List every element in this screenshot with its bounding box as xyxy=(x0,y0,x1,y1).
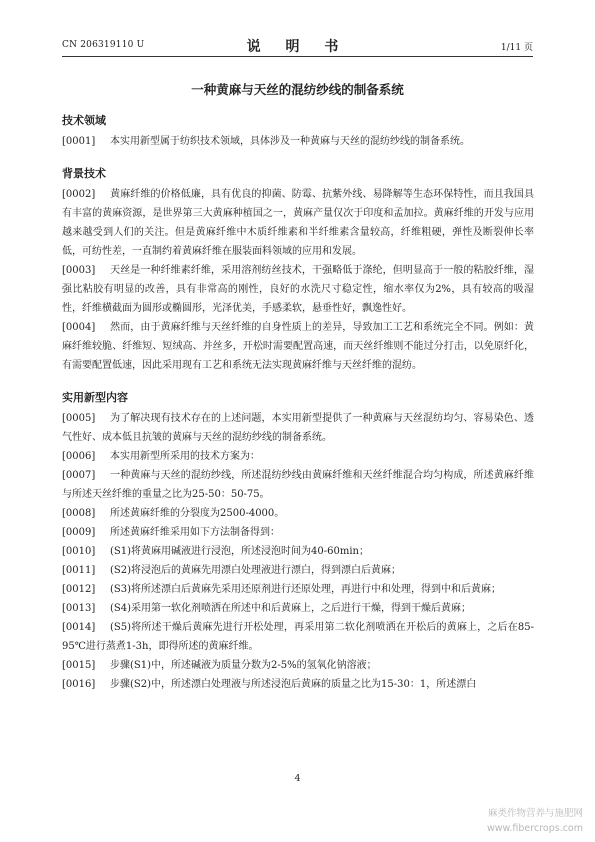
paragraph-number: [0001] xyxy=(62,136,96,147)
paragraph xyxy=(62,466,534,504)
page-info: 1/11 页 xyxy=(500,43,533,53)
page-number: 4 xyxy=(294,773,301,784)
paragraph-text: 天丝是一种纤维素纤维，采用溶剂纺丝技术，干强略低于涤纶，但明显高于一般的粘胶纤维，湿强比粘胶有明显的改善，具有非常高的刚性，良好的水洗尺寸稳定性，缩水率仅为2%，具有较高的吸湿性，纤维横截面为圆形或椭圆形，光泽优美，手感柔软，悬垂性好，飘逸性好。 xyxy=(62,265,534,314)
paragraph-number: [0007] xyxy=(62,470,96,481)
paragraph-text: 黄麻纤维的价格低廉，具有优良的抑菌、防霉、抗紫外线、易降解等生态环保特性，而且我国具有丰富的黄麻资源，是世界第三大黄麻种植国之一，黄麻产量仅次于印度和孟加拉。黄麻纤维的开发与应用越来越受到人们的关注。但是黄麻纤维中木质纤维素和半纤维素含量较高，纤维粗硬，弹性及断裂伸长率低，可纺性差，一直制约着黄麻纤维在服装面料领域的应用和发展。 xyxy=(62,189,534,257)
paragraph xyxy=(62,447,534,466)
paragraph-number: [0011] xyxy=(62,565,96,576)
paragraph-text: (S1)将黄麻用碱液进行浸泡，所述浸泡时间为40-60min； xyxy=(110,546,369,557)
paragraph-number: [0006] xyxy=(62,451,96,462)
paragraph xyxy=(62,132,534,151)
paragraph-number: [0003] xyxy=(62,265,96,276)
paragraph-number: [0013] xyxy=(62,603,96,614)
paragraph-number: [0008] xyxy=(62,508,96,519)
watermark xyxy=(487,806,583,836)
section-heading: 实用新型内容 xyxy=(62,391,128,404)
patent-number: CN 206319110 U xyxy=(62,40,145,50)
paragraph xyxy=(62,504,534,523)
watermark-line-1: 麻类作物营养与施肥网 xyxy=(487,808,583,819)
paragraph-text: 本实用新型属于纺织技术领域，具体涉及一种黄麻与天丝的混纺纱线的制备系统。 xyxy=(110,136,470,147)
paragraph xyxy=(62,599,534,618)
watermark-line-2: www.fibercrops.com xyxy=(486,823,583,834)
paragraph xyxy=(62,542,534,561)
paragraph-text: 所述黄麻纤维的分裂度为2500-4000。 xyxy=(110,508,285,519)
paragraph-text: 步骤(S1)中，所述碱液为质量分数为2-5%的氢氧化钠溶液； xyxy=(110,660,377,671)
paragraph-number: [0016] xyxy=(62,679,96,690)
document-body xyxy=(62,112,534,694)
paragraph-text: (S2)将浸泡后的黄麻先用漂白处理液进行漂白，得到漂白后黄麻； xyxy=(110,565,402,576)
paragraph xyxy=(62,561,534,580)
paragraph-number: [0002] xyxy=(62,189,96,200)
paragraph xyxy=(62,318,534,375)
paragraph-text: (S4)采用第一软化剂喷洒在所述中和后黄麻上，之后进行干燥，得到干燥后黄麻； xyxy=(110,603,472,614)
paragraph-text: 所述黄麻纤维采用如下方法制备得到： xyxy=(110,527,280,538)
paragraph xyxy=(62,618,534,656)
paragraph-number: [0012] xyxy=(62,584,96,595)
document-type: 说 明 书 xyxy=(246,39,349,55)
section-heading: 背景技术 xyxy=(62,167,106,180)
paragraph xyxy=(62,523,534,542)
paragraph-number: [0015] xyxy=(62,660,96,671)
paragraph xyxy=(62,675,534,694)
paragraph xyxy=(62,656,534,675)
paragraph-text: 步骤(S2)中，所述漂白处理液与所述浸泡后黄麻的质量之比为15-30：1，所述漂白 xyxy=(110,679,477,690)
paragraph-text: 然而，由于黄麻纤维与天丝纤维的自身性质上的差异，导致加工工艺和系统完全不同。例如：黄麻纤维较脆、纤维短、短绒高、并丝多，开松时需要配置高速，而天丝纤维则不能过分打击，以免原纤化，有需要配置低速，因此采用现有工艺和系统无法实现黄麻纤维与天丝纤维的混纺。 xyxy=(62,322,534,371)
paragraph-number: [0004] xyxy=(62,322,96,333)
paragraph xyxy=(62,409,534,447)
paragraph-number: [0014] xyxy=(62,622,96,633)
header-divider xyxy=(62,56,533,57)
paragraph xyxy=(62,261,534,318)
paragraph-text: 一种黄麻与天丝的混纺纱线，所述混纺纱线由黄麻纤维和天丝纤维混合均匀构成，所述黄麻纤维与所述天丝纤维的重量之比为25-50：50-75。 xyxy=(62,470,534,500)
paragraph-number: [0005] xyxy=(62,413,96,424)
paragraph xyxy=(62,185,534,261)
paragraph-text: 本实用新型所采用的技术方案为： xyxy=(110,451,260,462)
paragraph-number: [0009] xyxy=(62,527,96,538)
paragraph xyxy=(62,580,534,599)
section-heading: 技术领域 xyxy=(62,114,106,127)
document-title: 一种黄麻与天丝的混纺纱线的制备系统 xyxy=(191,82,404,97)
paragraph-text: (S3)将所述漂白后黄麻先采用还原剂进行还原处理，再进行中和处理，得到中和后黄麻； xyxy=(110,584,502,595)
paragraph-number: [0010] xyxy=(62,546,96,557)
paragraph-text: (S5)将所述干燥后黄麻先进行开松处理，再采用第二软化剂喷洒在开松后的黄麻上，之后在85-95℃进行蒸煮1-3h，即得所述的黄麻纤维。 xyxy=(62,622,534,652)
paragraph-text: 为了解决现有技术存在的上述问题，本实用新型提供了一种黄麻与天丝混纺均匀、容易染色、透气性好、成本低且抗皱的黄麻与天丝的混纺纱线的制备系统。 xyxy=(62,413,534,443)
